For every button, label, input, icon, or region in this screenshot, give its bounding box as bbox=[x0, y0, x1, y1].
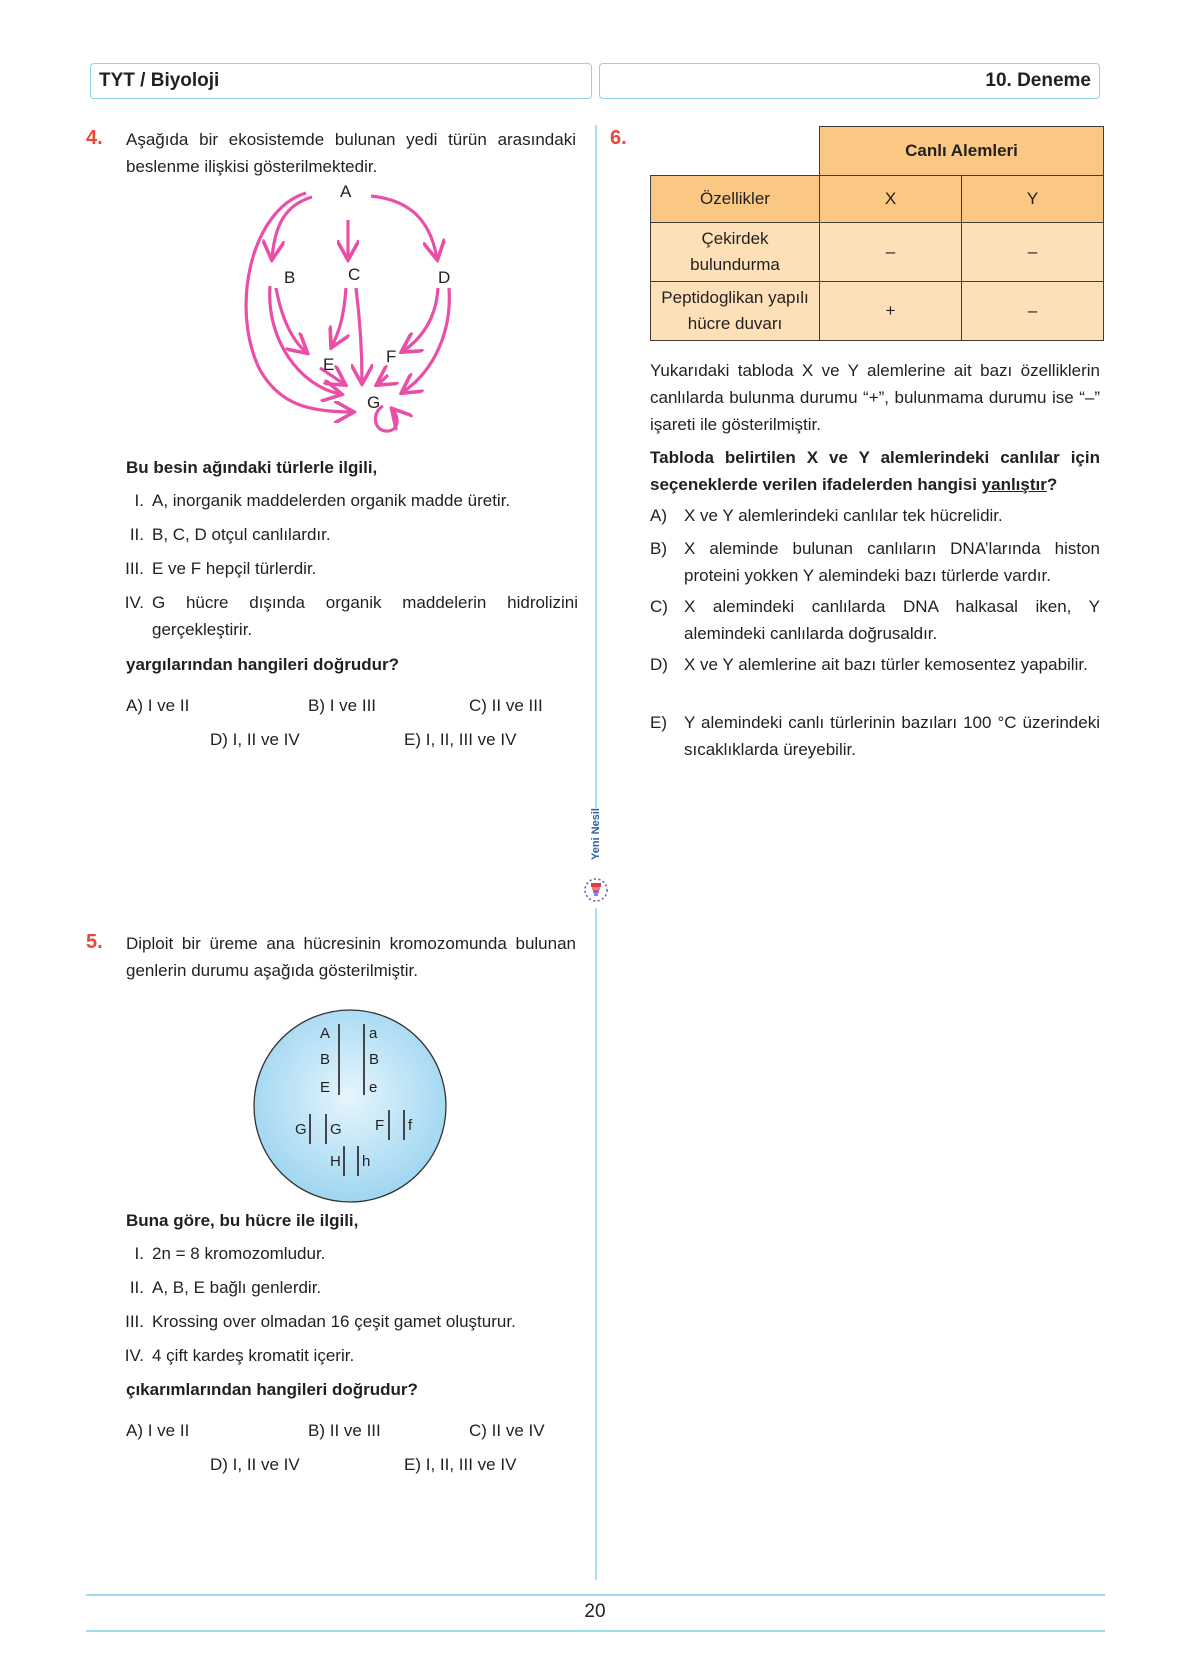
table-header-x: X bbox=[820, 176, 962, 223]
q5-option-b[interactable]: B) II ve III bbox=[308, 1421, 381, 1440]
node-C: C bbox=[348, 265, 361, 284]
svg-text:G: G bbox=[295, 1121, 307, 1138]
svg-text:f: f bbox=[408, 1117, 413, 1134]
table-header-features: Özellikler bbox=[651, 176, 820, 223]
table-row: Peptidoglikan yapılı hücre duvarı + – bbox=[651, 282, 1104, 341]
svg-text:E: E bbox=[320, 1079, 331, 1096]
q5-option-d[interactable]: D) I, II ve IV bbox=[210, 1455, 300, 1474]
svg-text:e: e bbox=[369, 1079, 378, 1096]
node-D: D bbox=[438, 268, 451, 287]
question-6-question: Tabloda belirtilen X ve Y alemlerindeki canlılar için seçeneklerde verilen ifadelerden hangisi yanlıştır? bbox=[650, 448, 1100, 494]
node-B: B bbox=[284, 268, 296, 287]
svg-text:B: B bbox=[369, 1051, 380, 1068]
question-6-intro: Yukarıdaki tabloda X ve Y alemlerine ait bazı özelliklerin canlılarda bulunma durumu “+”, bulunmama durumu ise “–” işareti ile gösterilmiştir. bbox=[650, 361, 1100, 434]
q6-option-a[interactable]: A) X ve Y alemlerindeki canlılar tek hücrelidir. bbox=[650, 506, 1003, 525]
subject-title: TYT / Biyoloji bbox=[99, 70, 220, 91]
table-header-y: Y bbox=[962, 176, 1104, 223]
publisher-name: Yeni Nesil bbox=[590, 808, 602, 860]
exam-title: 10. Deneme bbox=[985, 70, 1091, 91]
q4-option-a[interactable]: A) I ve II bbox=[126, 696, 190, 715]
q4-statement-4: IV. G hücre dışında organik maddelerin hidrolizini gerçekleştirir. bbox=[124, 593, 578, 639]
svg-text:G: G bbox=[330, 1121, 342, 1138]
svg-text:a: a bbox=[369, 1025, 378, 1042]
q6-option-e[interactable]: E) Y alemindeki canlı türlerinin bazıları 100 °C üzerindeki sıcaklıklarda üreyebilir. bbox=[650, 713, 1100, 759]
emphasis-wrong: yanlıştır bbox=[981, 475, 1047, 494]
question-4-intro: Aşağıda bir ekosistemde bulunan yedi türün arasındaki beslenme ilişkisi gösterilmektedir. bbox=[126, 130, 576, 176]
food-web-diagram bbox=[240, 180, 470, 442]
q4-option-e[interactable]: E) I, II, III ve IV bbox=[404, 730, 517, 749]
page-number: 20 bbox=[584, 1601, 606, 1622]
question-4-number: 4. bbox=[86, 127, 103, 149]
svg-text:h: h bbox=[362, 1153, 371, 1170]
q5-option-c[interactable]: C) II ve IV bbox=[469, 1421, 545, 1440]
node-F: F bbox=[386, 347, 397, 366]
svg-text:F: F bbox=[375, 1117, 385, 1134]
kingdom-table bbox=[650, 126, 1104, 341]
node-A: A bbox=[340, 182, 352, 201]
q4-option-b[interactable]: B) I ve III bbox=[308, 696, 377, 715]
subject-header bbox=[90, 63, 592, 99]
publisher-logo bbox=[583, 808, 609, 908]
q6-option-b[interactable]: B) X aleminde bulunan canlıların DNA’larında histon proteini yokken Y alemindeki bazı türlerde vardır. bbox=[650, 539, 1100, 585]
cell-diagram bbox=[250, 1006, 450, 1206]
svg-text:B: B bbox=[320, 1051, 331, 1068]
q4-option-c[interactable]: C) II ve III bbox=[469, 696, 543, 715]
question-4-question: yargılarından hangileri doğrudur? bbox=[126, 655, 399, 674]
footer-top-line bbox=[86, 1594, 1105, 1596]
q6-option-c[interactable]: C) X alemindeki canlılarda DNA halkasal iken, Y alemindeki canlılarda doğrusaldır. bbox=[650, 597, 1100, 643]
question-4-lead: Bu besin ağındaki türlerle ilgili, bbox=[126, 458, 378, 477]
table-group-header: Canlı Alemleri bbox=[820, 127, 1104, 176]
node-G: G bbox=[367, 393, 381, 412]
publisher-icon bbox=[583, 876, 609, 904]
q6-option-d[interactable]: D) X ve Y alemlerine ait bazı türler kemosentez yapabilir. bbox=[650, 655, 1088, 674]
svg-text:A: A bbox=[320, 1025, 331, 1042]
svg-text:H: H bbox=[330, 1153, 341, 1170]
question-5-number: 5. bbox=[86, 931, 103, 953]
q4-option-d[interactable]: D) I, II ve IV bbox=[210, 730, 300, 749]
question-6-number: 6. bbox=[610, 127, 627, 149]
question-5-intro: Diploit bir üreme ana hücresinin kromozomunda bulunan genlerin durumu aşağıda gösterilmiştir. bbox=[126, 934, 576, 980]
question-5-question: çıkarımlarından hangileri doğrudur? bbox=[126, 1380, 418, 1399]
exam-header bbox=[599, 63, 1100, 99]
question-5-lead: Buna göre, bu hücre ile ilgili, bbox=[126, 1211, 359, 1230]
table-row: Çekirdek bulundurma – – bbox=[651, 223, 1104, 282]
q5-option-a[interactable]: A) I ve II bbox=[126, 1421, 190, 1440]
footer-bottom-line bbox=[86, 1630, 1105, 1632]
q5-option-e[interactable]: E) I, II, III ve IV bbox=[404, 1455, 517, 1474]
node-E: E bbox=[323, 355, 335, 374]
